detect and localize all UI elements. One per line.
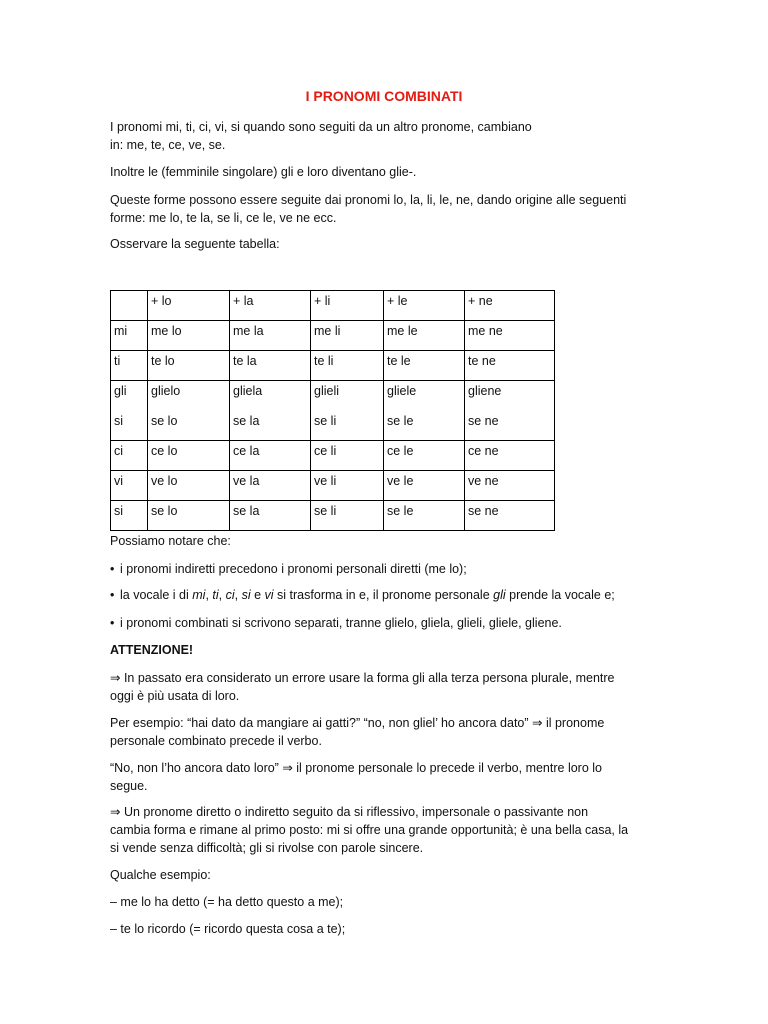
bullet-icon: • bbox=[110, 562, 115, 576]
list-item-text: i pronomi indiretti precedono i pronomi personali diretti (me lo); bbox=[120, 562, 467, 576]
intro-line: I pronomi mi, ti, ci, vi, si quando sono seguiti da un altro pronome, cambiano bbox=[110, 120, 532, 134]
cell-line: gli bbox=[114, 384, 127, 398]
table-cell: ve lo bbox=[148, 471, 230, 501]
table-cell: mi bbox=[111, 321, 148, 351]
table-cell: me ne bbox=[465, 321, 555, 351]
italic-term: ti bbox=[212, 588, 219, 602]
bullet-icon: • bbox=[110, 616, 115, 630]
intro-line: in: me, te, ce, ve, se. bbox=[110, 138, 226, 152]
table-cell bbox=[148, 381, 230, 441]
table-cell bbox=[230, 381, 311, 441]
paragraph-line: si vende senza difficoltà; gli si rivolse con parole sincere. bbox=[110, 841, 424, 855]
table-cell: te le bbox=[384, 351, 465, 381]
cell-line: se lo bbox=[151, 414, 178, 428]
attention-paragraph-4 bbox=[110, 803, 670, 857]
separator-text: , bbox=[234, 588, 242, 602]
table-cell bbox=[311, 381, 384, 441]
italic-term: mi bbox=[192, 588, 206, 602]
paragraph-line: cambia forma e rimane al primo posto: mi si offre una grande opportunità; è una bella casa, la bbox=[110, 823, 629, 837]
intro-paragraph-3 bbox=[110, 191, 670, 227]
intro-line: Queste forme possono essere seguite dai pronomi lo, la, li, le, ne, dando origine alle seguenti bbox=[110, 193, 627, 207]
table-cell: ce lo bbox=[148, 441, 230, 471]
table-cell: ce ne bbox=[465, 441, 555, 471]
table-header-row bbox=[111, 291, 555, 321]
table-cell: ce le bbox=[384, 441, 465, 471]
table-row bbox=[111, 471, 555, 501]
example-item: – me lo ha detto (= ha detto questo a me); bbox=[110, 895, 344, 909]
table-cell: se la bbox=[230, 501, 311, 531]
list-item-text: la vocale i di bbox=[120, 588, 193, 602]
table-cell: ce li bbox=[311, 441, 384, 471]
table-cell bbox=[384, 381, 465, 441]
table-row bbox=[111, 321, 555, 351]
table-cell: si bbox=[111, 501, 148, 531]
table-cell: se li bbox=[311, 501, 384, 531]
list-item-text: prende la vocale e; bbox=[505, 588, 615, 602]
paragraph-line: segue. bbox=[110, 779, 148, 793]
attention-paragraph-1 bbox=[110, 669, 670, 705]
table-header-cell: + lo bbox=[148, 291, 230, 321]
table-cell: se lo bbox=[148, 501, 230, 531]
table-cell: te li bbox=[311, 351, 384, 381]
paragraph-line: personale combinato precede il verbo. bbox=[110, 734, 322, 748]
intro-line: forme: me lo, te la, se li, ce le, ve ne ecc. bbox=[110, 211, 337, 225]
page-title: I PRONOMI COMBINATI bbox=[305, 88, 463, 104]
table-cell: ve la bbox=[230, 471, 311, 501]
list-item-text: si trasforma in e, il pronome personale bbox=[273, 588, 494, 602]
table-cell: te ne bbox=[465, 351, 555, 381]
table-header-cell bbox=[111, 291, 148, 321]
italic-term: vi bbox=[264, 588, 274, 602]
examples-heading: Qualche esempio: bbox=[110, 868, 211, 882]
italic-term: si bbox=[241, 588, 251, 602]
attention-paragraph-3 bbox=[110, 759, 670, 795]
table-header-cell: + li bbox=[311, 291, 384, 321]
cell-line: se ne bbox=[468, 414, 499, 428]
table-row bbox=[111, 501, 555, 531]
cell-line: si bbox=[114, 414, 124, 428]
paragraph-line: ⇒ In passato era considerato un errore usare la forma gli alla terza persona plurale, mentre bbox=[110, 671, 615, 685]
separator-text: , bbox=[205, 588, 213, 602]
example-item: – te lo ricordo (= ricordo questa cosa a te); bbox=[110, 922, 346, 936]
paragraph-line: oggi è più usata di loro. bbox=[110, 689, 240, 703]
paragraph-line: Per esempio: “hai dato da mangiare ai gatti?” “no, non gliel’ ho ancora dato” ⇒ il pronome bbox=[110, 716, 605, 730]
table-cell: me li bbox=[311, 321, 384, 351]
list-item bbox=[110, 560, 670, 578]
table-cell: me lo bbox=[148, 321, 230, 351]
intro-paragraph-2: Inoltre le (femminile singolare) gli e loro diventano glie-. bbox=[110, 165, 417, 179]
table-header-cell: + la bbox=[230, 291, 311, 321]
table-cell: te lo bbox=[148, 351, 230, 381]
table-cell bbox=[465, 381, 555, 441]
table-header-cell: + le bbox=[384, 291, 465, 321]
table-cell: ve ne bbox=[465, 471, 555, 501]
paragraph-line: “No, non l’ho ancora dato loro” ⇒ il pronome personale lo precede il verbo, mentre loro lo bbox=[110, 761, 602, 775]
attention-heading: ATTENZIONE! bbox=[110, 643, 194, 657]
table-row bbox=[111, 381, 555, 441]
table-header-cell: + ne bbox=[465, 291, 555, 321]
intro-paragraph-4: Osservare la seguente tabella: bbox=[110, 237, 280, 251]
cell-line: gliele bbox=[387, 384, 417, 398]
cell-line: se li bbox=[314, 414, 337, 428]
attention-paragraph-2 bbox=[110, 714, 670, 750]
paragraph-line: ⇒ Un pronome diretto o indiretto seguito da si riflessivo, impersonale o passivante non bbox=[110, 805, 589, 819]
cell-line: gliela bbox=[233, 384, 263, 398]
cell-line: se le bbox=[387, 414, 414, 428]
table-row bbox=[111, 441, 555, 471]
table-cell: se le bbox=[384, 501, 465, 531]
table-cell: vi bbox=[111, 471, 148, 501]
pronoun-table bbox=[110, 290, 555, 531]
italic-term: ci bbox=[225, 588, 235, 602]
table-cell: ce la bbox=[230, 441, 311, 471]
table-cell: ve li bbox=[311, 471, 384, 501]
list-item bbox=[110, 586, 670, 604]
table-cell: ci bbox=[111, 441, 148, 471]
table-cell: se ne bbox=[465, 501, 555, 531]
table-cell bbox=[111, 381, 148, 441]
table-cell: ti bbox=[111, 351, 148, 381]
table-row bbox=[111, 351, 555, 381]
table-cell: te la bbox=[230, 351, 311, 381]
cell-line: se la bbox=[233, 414, 260, 428]
separator-text: , bbox=[218, 588, 226, 602]
bullet-icon: • bbox=[110, 588, 115, 602]
notes-intro: Possiamo notare che: bbox=[110, 534, 231, 548]
list-item bbox=[110, 614, 670, 632]
cell-line: gliene bbox=[468, 384, 502, 398]
intro-paragraph-1 bbox=[110, 118, 670, 154]
cell-line: glielo bbox=[151, 384, 181, 398]
separator-text: e bbox=[250, 588, 265, 602]
cell-line: glieli bbox=[314, 384, 340, 398]
list-item-text: i pronomi combinati si scrivono separati, tranne glielo, gliela, glieli, gliele, gliene. bbox=[120, 616, 562, 630]
table-cell: ve le bbox=[384, 471, 465, 501]
italic-term: gli bbox=[493, 588, 506, 602]
table-cell: me le bbox=[384, 321, 465, 351]
table-cell: me la bbox=[230, 321, 311, 351]
